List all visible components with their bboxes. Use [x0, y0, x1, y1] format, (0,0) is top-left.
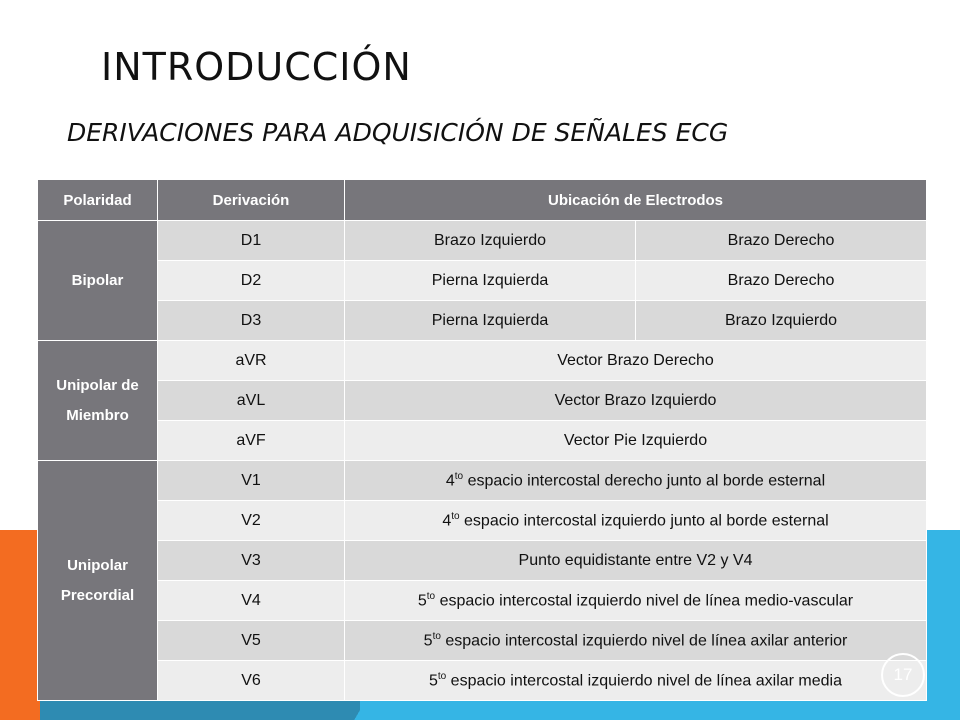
table-row — [38, 421, 927, 461]
table-row — [38, 221, 927, 261]
positive-electrode-cell: Brazo Izquierdo — [345, 221, 636, 261]
ordinal-suffix: to — [454, 470, 464, 482]
location-cell — [345, 661, 927, 701]
ordinal-suffix: to — [451, 510, 460, 522]
lead-cell: D1 — [158, 221, 345, 261]
lead-cell: V3 — [158, 541, 345, 581]
decorative-band-bottom-light — [360, 700, 925, 720]
polarity-label-line1: Unipolar — [67, 556, 128, 574]
negative-electrode-cell: Brazo Izquierdo — [636, 301, 927, 341]
polarity-label-line2: Precordial — [60, 586, 135, 604]
lead-cell: V4 — [158, 581, 345, 621]
lead-cell: D2 — [158, 261, 345, 301]
header-lead: Derivación — [158, 180, 345, 221]
negative-electrode-cell: Brazo Derecho — [636, 221, 927, 261]
location-text: espacio intercostal derecho junto al borde esternal — [463, 472, 826, 490]
polarity-bipolar: Bipolar — [38, 221, 158, 341]
decorative-band-blue — [925, 530, 960, 720]
ordinal-number: 4 — [442, 512, 452, 530]
location-text: espacio intercostal izquierdo junto al borde esternal — [459, 512, 829, 530]
lead-cell: D3 — [158, 301, 345, 341]
negative-electrode-cell: Brazo Derecho — [636, 261, 927, 301]
lead-cell: V6 — [158, 661, 345, 701]
location-cell — [345, 461, 927, 501]
lead-cell: aVF — [158, 421, 345, 461]
table-row — [38, 581, 927, 621]
location-cell: Vector Pie Izquierdo — [345, 421, 927, 461]
polarity-unipolar-precordial — [38, 461, 158, 701]
ordinal-suffix: to — [437, 670, 447, 682]
ordinal-number: 5 — [417, 592, 427, 610]
ordinal-number: 5 — [428, 672, 438, 690]
positive-electrode-cell: Pierna Izquierda — [345, 301, 636, 341]
table-header-row — [38, 180, 927, 221]
location-cell — [345, 621, 927, 661]
lead-cell: aVL — [158, 381, 345, 421]
ordinal-suffix: to — [432, 630, 441, 642]
ordinal-suffix: to — [426, 590, 436, 602]
positive-electrode-cell: Pierna Izquierda — [345, 261, 636, 301]
location-cell — [345, 501, 927, 541]
ordinal-number: 4 — [445, 472, 455, 490]
table-row — [38, 301, 927, 341]
ordinal-number: 5 — [423, 632, 433, 650]
header-electrode-location: Ubicación de Electrodos — [345, 180, 927, 221]
table-row — [38, 461, 927, 501]
polarity-unipolar-limb — [38, 341, 158, 461]
location-cell: Vector Brazo Izquierdo — [345, 381, 927, 421]
table-row — [38, 261, 927, 301]
table-row — [38, 661, 927, 701]
location-cell: Vector Brazo Derecho — [345, 341, 927, 381]
location-text: espacio intercostal izquierdo nivel de línea axilar anterior — [440, 632, 848, 650]
table-row — [38, 381, 927, 421]
lead-cell: V5 — [158, 621, 345, 661]
slide-title: INTRODUCCIÓN — [101, 45, 412, 89]
ecg-leads-table — [37, 179, 927, 701]
location-cell: Punto equidistante entre V2 y V4 — [345, 541, 927, 581]
polarity-label-line2: Miembro — [66, 406, 129, 424]
page-number-badge: 17 — [881, 653, 925, 697]
decorative-band-bottom-dark — [40, 700, 360, 720]
table-row — [38, 621, 927, 661]
location-text: espacio intercostal izquierdo nivel de línea axilar media — [446, 672, 843, 690]
polarity-label-line1: Unipolar de — [56, 376, 139, 394]
table-row — [38, 541, 927, 581]
lead-cell: V1 — [158, 461, 345, 501]
table-row — [38, 501, 927, 541]
table-row — [38, 341, 927, 381]
location-cell — [345, 581, 927, 621]
location-text: espacio intercostal izquierdo nivel de línea medio-vascular — [435, 592, 854, 610]
lead-cell: V2 — [158, 501, 345, 541]
lead-cell: aVR — [158, 341, 345, 381]
header-polarity: Polaridad — [38, 180, 158, 221]
slide-subtitle: DERIVACIONES PARA ADQUISICIÓN DE SEÑALES ECG — [67, 118, 729, 147]
decorative-band-orange — [0, 530, 40, 720]
